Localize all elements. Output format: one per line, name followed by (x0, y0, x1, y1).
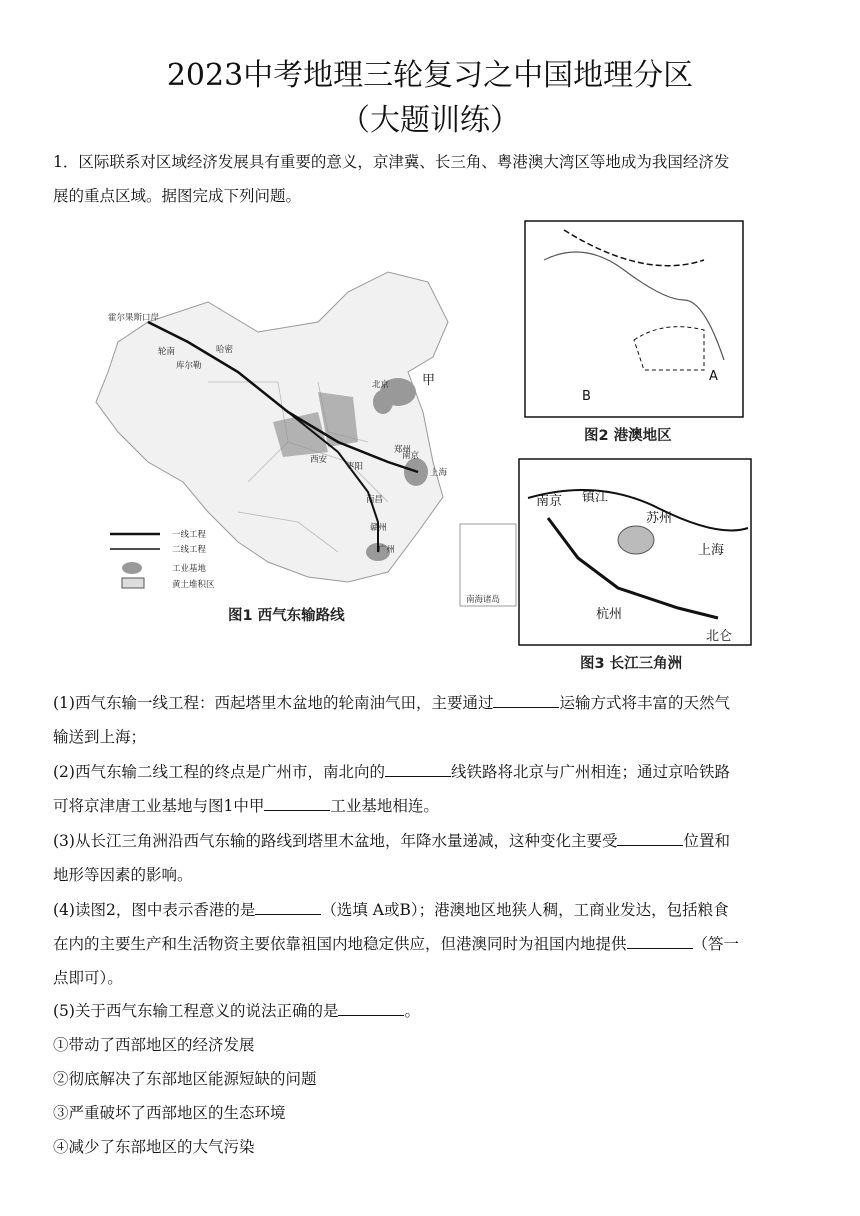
label-korla: 库尔勒 (176, 361, 202, 371)
q4-line3: 点即可）。 (53, 969, 123, 987)
label-nanchang: 南昌 (366, 495, 384, 505)
label-zaoyang: 枣阳 (346, 462, 364, 472)
figure3-map (518, 458, 756, 674)
q4-line2: 在内的主要生产和生活物资主要依靠祖国内地稳定供应，但港澳同时为祖国内地提供 （答一 (53, 927, 809, 961)
q5-blank[interactable] (338, 997, 404, 1016)
label-jia: 甲 (422, 373, 436, 388)
label-zhenjiang: 镇江 (582, 490, 609, 505)
figure2-map (524, 220, 748, 448)
label-nanjing: 南京 (402, 451, 420, 461)
q2-blank1[interactable] (385, 758, 451, 777)
q1-line2: 输送到上海； (53, 728, 147, 746)
label-hangzhou: 杭州 (596, 607, 623, 622)
legend-line1: 一线工程 (172, 530, 207, 540)
q2-line2: 可将京津唐工业基地与图1中甲 工业基地相连。 (53, 789, 809, 823)
label-xian: 西安 (310, 455, 328, 465)
q2-line1: (2)西气东输二线工程的终点是广州市，南北向的 线铁路将北京与广州相连；通过京哈铁路 (53, 755, 809, 789)
q1-line1: (1)西气东输一线工程：西起塔里木盆地的轮南油气田，主要通过 运输方式将丰富的天然气 (53, 686, 809, 720)
q3-line1: (3)从长江三角洲沿西气东输的路线到塔里木盆地，年降水量递减，这种变化主要受 位置和 (53, 824, 809, 858)
label-beilun: 北仑 (706, 629, 733, 644)
label-horgos: 霍尔果斯口岸 (108, 313, 160, 323)
label-lunnan: 轮南 (158, 347, 176, 357)
option-4: ④减少了东部地区的大气污染 (53, 1138, 255, 1156)
figure1-caption: 图1 西气东输路线 (228, 608, 345, 624)
q4-line1: (4)读图2，图中表示香港的是 （选填 A或B）；港澳地区地狭人稠，工商业发达，包括粮食 (53, 893, 809, 927)
label-nanjing-3: 南京 (536, 494, 563, 509)
label-guangzhou: 广州 (378, 545, 396, 555)
label-suzhou: 苏州 (646, 511, 673, 526)
q1-blank[interactable] (493, 689, 559, 708)
label-south-china-sea: 南海诸岛 (466, 595, 501, 605)
q3-blank[interactable] (617, 827, 683, 846)
document-title: 2023中考地理三轮复习之中国地理分区 (166, 58, 694, 93)
question-intro-line1: 1．区际联系对区域经济发展具有重要的意义，京津冀、长三角、粤港澳大湾区等地成为我国经济发 (53, 153, 730, 171)
label-a: A (709, 369, 718, 384)
legend-industry: 工业基地 (172, 564, 207, 574)
label-shanghai: 上海 (430, 468, 448, 478)
label-hami: 哈密 (216, 345, 234, 355)
label-b: B (582, 389, 591, 404)
figure3-caption: 图3 长江三角洲 (580, 656, 683, 672)
q4-blank2[interactable] (627, 930, 693, 949)
option-3: ③严重破坏了西部地区的生态环境 (53, 1104, 286, 1122)
label-zhengzhou: 郑州 (394, 445, 412, 455)
q5-line1: (5)关于西气东输工程意义的说法正确的是 。 (53, 994, 809, 1028)
legend-line2: 二线工程 (172, 545, 207, 555)
question-intro-line2: 展的重点区域。据图完成下列问题。 (53, 187, 302, 205)
option-2: ②彻底解决了东部地区能源短缺的问题 (53, 1070, 317, 1088)
q4-blank1[interactable] (255, 896, 321, 915)
label-shanghai-3: 上海 (698, 543, 725, 558)
option-1: ①带动了西部地区的经济发展 (53, 1036, 255, 1054)
q3-line2: 地形等因素的影响。 (53, 866, 193, 884)
figure1-map (88, 262, 528, 634)
figure2-caption: 图2 港澳地区 (584, 428, 672, 444)
document-subtitle: （大题训练） (340, 103, 520, 138)
q2-blank2[interactable] (264, 792, 330, 811)
label-ganzhou: 赣州 (370, 523, 388, 533)
label-beijing: 北京 (372, 380, 390, 390)
legend-loess: 黄土堆积区 (172, 580, 215, 590)
